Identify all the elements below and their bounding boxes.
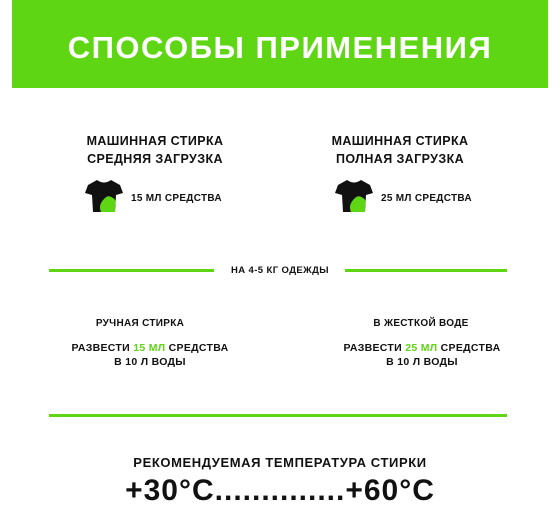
- divider-bottom: [49, 414, 507, 417]
- machine-medium-title-line2: СРЕДНЯЯ ЗАГРУЗКА: [87, 152, 223, 166]
- hand-wash-title: РУЧНАЯ СТИРКА: [95, 318, 185, 329]
- machine-medium-title: [70, 132, 240, 168]
- page-title: СПОСОБЫ ПРИМЕНЕНИЯ: [67, 30, 493, 65]
- hand-wash-instruction: [50, 341, 250, 369]
- hard-water-instruction: [322, 341, 522, 369]
- machine-medium-title-line1: МАШИННАЯ СТИРКА: [86, 134, 224, 148]
- temperature-range: +30°C..............+60°C: [125, 474, 435, 507]
- machine-full-title: [315, 132, 485, 168]
- header-banner: [12, 0, 548, 88]
- tshirt-icon: [334, 178, 374, 214]
- hard-water-line1: [322, 341, 522, 355]
- temperature-title: РЕКОМЕНДУЕМАЯ ТЕМПЕРАТУРА СТИРКИ: [133, 455, 427, 470]
- tshirt-icon: [84, 178, 124, 214]
- hard-water-line2: В 10 Л ВОДЫ: [386, 356, 458, 368]
- hand-wash-prefix: РАЗВЕСТИ: [71, 342, 130, 354]
- hard-water-suffix: СРЕДСТВА: [440, 342, 501, 354]
- hand-wash-amount: 15 МЛ: [133, 342, 166, 354]
- machine-full-title-line1: МАШИННАЯ СТИРКА: [331, 134, 469, 148]
- hard-water-amount: 25 МЛ: [405, 342, 438, 354]
- divider-right: [345, 269, 507, 272]
- load-note: НА 4-5 КГ ОДЕЖДЫ: [231, 265, 329, 276]
- machine-medium-dose: 15 МЛ СРЕДСТВА: [131, 193, 222, 204]
- hand-wash-suffix: СРЕДСТВА: [168, 342, 229, 354]
- hard-water-prefix: РАЗВЕСТИ: [343, 342, 402, 354]
- hand-wash-line1: [50, 341, 250, 355]
- machine-full-title-line2: ПОЛНАЯ ЗАГРУЗКА: [335, 152, 465, 166]
- hard-water-title: В ЖЕСТКОЙ ВОДЕ: [373, 318, 469, 329]
- hand-wash-line2: В 10 Л ВОДЫ: [114, 356, 186, 368]
- machine-full-dose: 25 МЛ СРЕДСТВА: [381, 193, 472, 204]
